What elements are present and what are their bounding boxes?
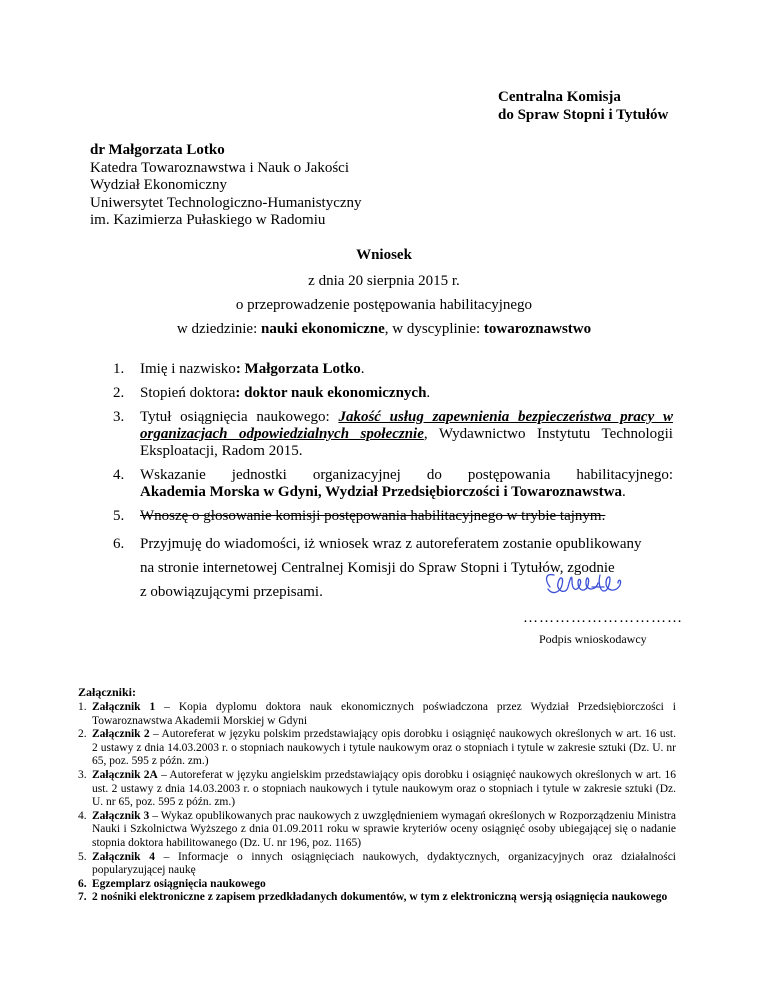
list-item-struck — [113, 508, 673, 525]
attachment-number: 6. — [78, 877, 87, 890]
item-number: 4. — [113, 467, 125, 483]
attachment-item — [78, 878, 676, 892]
handwritten-signature — [538, 565, 628, 605]
attachments-list — [78, 701, 676, 905]
field-middle: , w dyscyplinie: — [384, 321, 484, 337]
item-text-line: Przyjmuję do wiadomości, iż wniosek wraz z autoreferatem zostanie opublikowany — [140, 536, 642, 552]
sender-line: Wydział Ekonomiczny — [90, 177, 227, 193]
sender-line: Katedra Towaroznawstwa i Nauk o Jakości — [90, 159, 350, 176]
item-value: Akademia Morska w Gdyni, Wydział Przedsiębiorczości i Towaroznawstwa — [140, 484, 622, 500]
item-number: 2. — [113, 385, 125, 401]
item-label: Wskazanie jednostki organizacyjnej do postępowania habilitacyjnego: — [140, 467, 673, 483]
attachment-number: 7. — [78, 891, 87, 904]
sender-block — [90, 142, 362, 230]
attachment-item — [78, 810, 676, 851]
attachment-text: – Autoreferat w języku angielskim przedstawiający opis dorobku i osiągnięć naukowych określonych w art. 16 ust. 2 ustawy z dnia 14.03.2003 r. o stopniach naukowych i tytule naukowym oraz o stopniach i tytule w zakresie sztuki (Dz. U. nr 65, poz. 595 z późn. zm.) — [92, 768, 676, 809]
attachment-title: Załącznik 1 — [92, 701, 156, 713]
item-value: Jakość usług zapewnienia bezpieczeństwa pracy w organizacjach odpowiedzialnych społecznie — [140, 409, 673, 442]
list-item — [113, 409, 673, 460]
attachment-text: – Kopia dyplomu doktora nauk ekonomicznych poświadczona przez Wydział Przedsiębiorczości i Towaroznawstwa Akademii Morskiej w Gdyni — [92, 701, 676, 727]
sender-name: dr Małgorzata Lotko — [90, 142, 225, 158]
item-number: 1. — [113, 361, 125, 377]
item-value: : Małgorzata Lotko — [235, 361, 361, 377]
item-text: Wnoszę o głosowanie komisji postępowania habilitacyjnego w trybie tajnym. — [140, 508, 606, 524]
field-line — [0, 320, 768, 338]
attachment-title: 2 nośniki elektroniczne z zapisem przedkładanych dokumentów, w tym z elektroniczną wersją osiągnięcia naukowego — [92, 891, 668, 904]
date-line: z dnia 20 sierpnia 2015 r. — [308, 273, 460, 289]
attachment-number: 1. — [78, 701, 87, 713]
attachment-title: Załącznik 2 — [92, 728, 150, 741]
field-value: nauki ekonomiczne — [261, 321, 385, 337]
attachment-item — [78, 769, 676, 810]
signature-label: Podpis wnioskodawcy — [539, 632, 647, 646]
item-end: . — [360, 361, 365, 377]
attachment-title: Egzemplarz osiągnięcia naukowego — [92, 877, 266, 890]
list-item — [113, 361, 673, 378]
signature-dots: ………………………… — [523, 610, 683, 626]
attachment-item — [78, 701, 676, 728]
attachment-title: Załącznik 3 — [92, 809, 150, 822]
attachment-number: 3. — [78, 768, 87, 781]
sender-line: im. Kazimierza Pułaskiego w Radomiu — [90, 212, 326, 228]
item-number: 5. — [113, 508, 125, 524]
item-number: 6. — [113, 536, 125, 552]
item-label: Stopień doktora — [140, 385, 236, 401]
attachment-item — [78, 891, 676, 905]
attachment-text: – Informacje o innych osiągnięciach naukowych, dydaktycznych, organizacyjnych oraz działalności popularyzującej naukę — [92, 850, 676, 877]
attachments-heading: Załączniki: — [78, 685, 137, 699]
addressee-block — [498, 88, 668, 124]
item-value: : doktor nauk ekonomicznych — [235, 385, 427, 401]
attachment-text: – Wykaz opublikowanych prac naukowych z uwzględnieniem wymagań określonych w Rozporządzeniu Ministra Nauki i Szkolnictwa Wyższego z dnia 01.09.2011 roku w sprawie kryteriów oceny osiągnięć osoby ubiegającej się o nadanie stopnia doktora habilitowanego (Dz. U. nr 196, poz. 1165) — [92, 809, 676, 849]
addressee-line-1: Centralna Komisja — [498, 89, 621, 105]
item-label: Tytuł osiągnięcia naukowego: — [140, 409, 339, 425]
attachment-title: Załącznik 2A — [92, 768, 158, 781]
field-prefix: w dziedzinie: — [176, 321, 261, 337]
item-label: Imię i nazwisko — [140, 361, 236, 377]
document-title: Wniosek — [356, 247, 412, 263]
addressee-line-2: do Spraw Stopni i Tytułów — [498, 107, 669, 123]
attachment-number: 2. — [78, 728, 87, 741]
list-item — [113, 467, 673, 501]
list-item — [113, 385, 673, 402]
attachment-number: 5. — [78, 850, 87, 863]
item-text-line: z obowiązującymi przepisami. — [140, 584, 323, 600]
attachment-text: – Autoreferat w języku polskim przedstawiający opis dorobku i osiągnięć naukowych określonych w art. 16 ust. 2 ustawy z dnia 14.03.2003 r. o stopniach naukowych i tytule naukowym oraz o stopniach i tytule w zakresie sztuki (Dz. U. nr 65, poz. 595 z późn. zm.) — [92, 728, 676, 768]
item-end: , Wydawnictwo Instytutu Technologii Eksploatacji, Radom 2015. — [140, 426, 673, 459]
subject-line: o przeprowadzenie postępowania habilitacyjnego — [235, 297, 533, 313]
attachment-number: 4. — [78, 809, 87, 822]
attachment-item — [78, 851, 676, 878]
item-text-line: na stronie internetowej Centralnej Komisji do Spraw Stopni i Tytułów, zgodnie — [140, 560, 615, 576]
item-end: . — [426, 385, 431, 401]
item-number: 3. — [113, 409, 125, 425]
attachment-title: Załącznik 4 — [92, 850, 155, 863]
sender-line: Uniwersytet Technologiczno-Humanistyczny — [90, 194, 362, 211]
attachment-item — [78, 728, 676, 769]
discipline-value: towaroznawstwo — [483, 321, 592, 337]
item-end: . — [621, 484, 626, 500]
